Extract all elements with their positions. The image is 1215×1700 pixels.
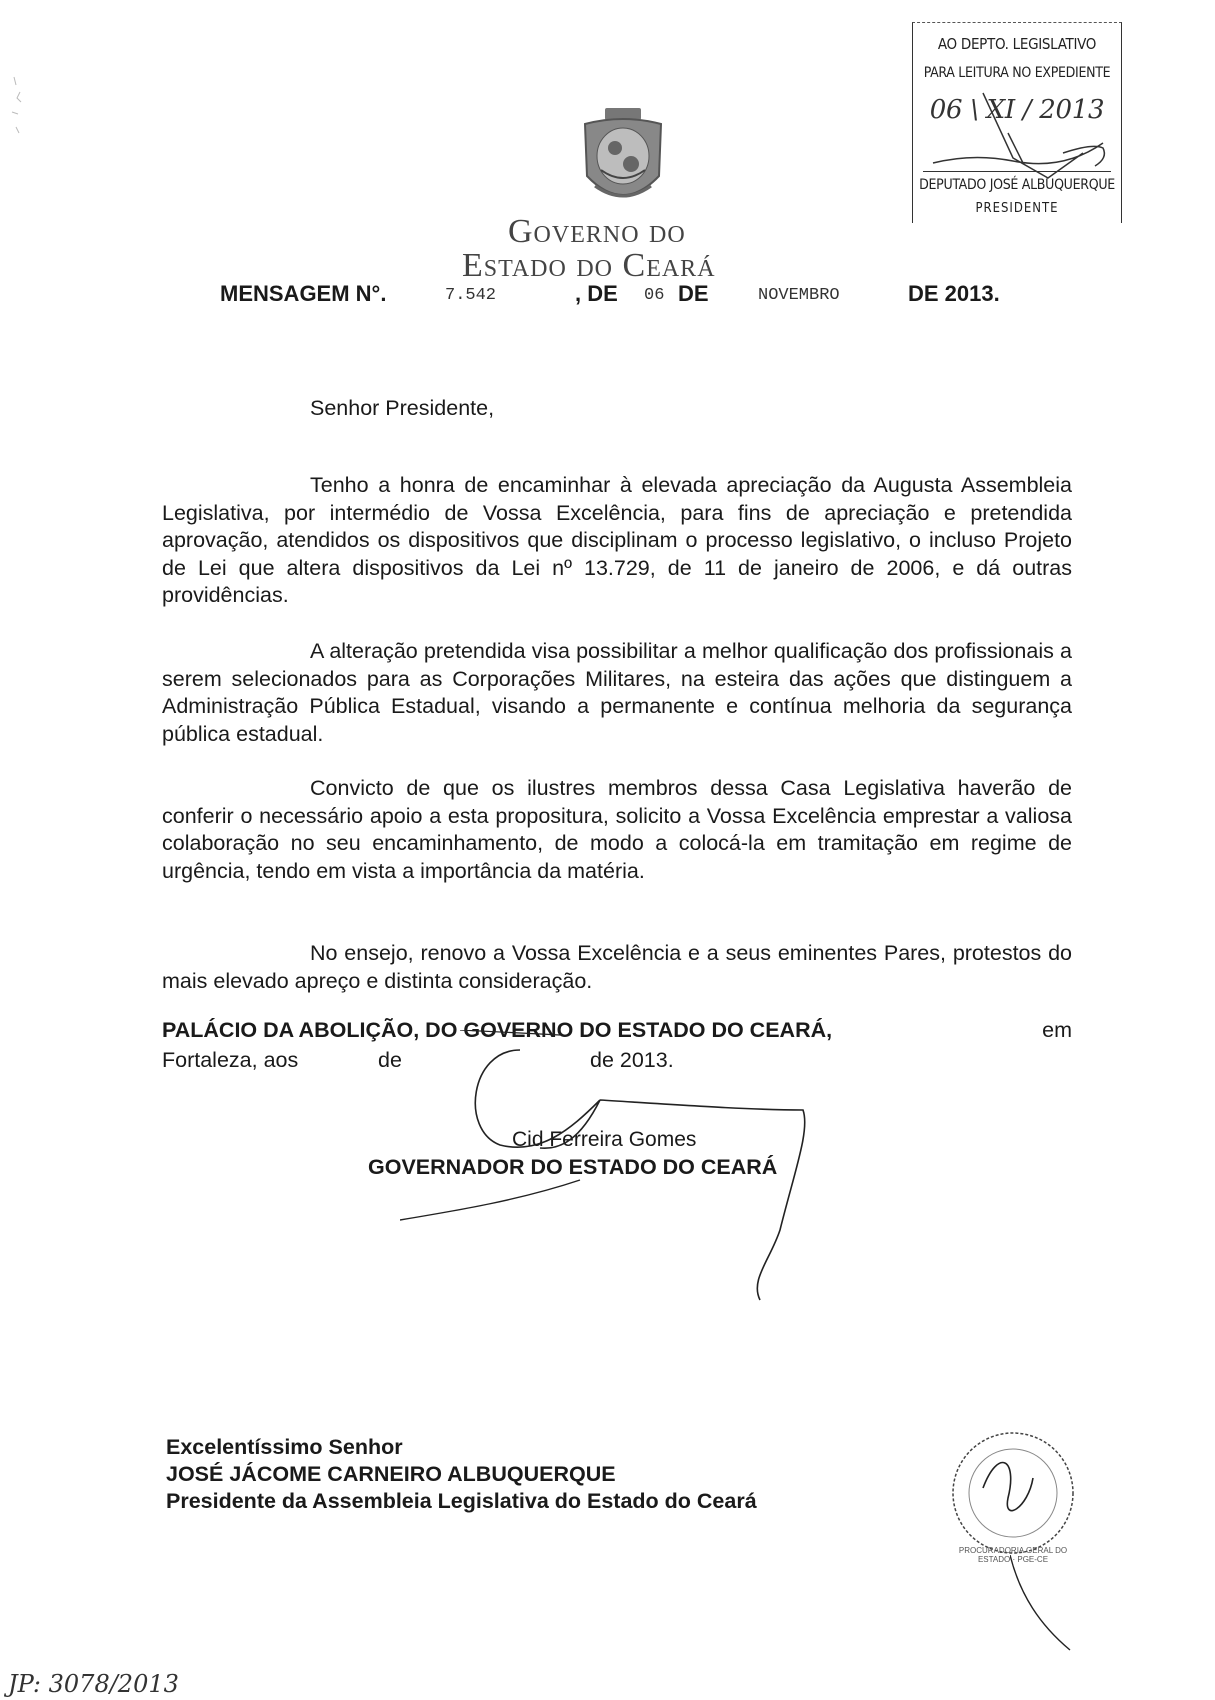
- palace-text: PALÁCIO DA ABOLIÇÃO, DO GOVERNO DO ESTADO DO CEARÁ,: [162, 1018, 833, 1042]
- stamp-rule: [923, 171, 1111, 172]
- message-number: 7.542: [445, 286, 497, 305]
- closing-place: Fortaleza, aos: [162, 1048, 299, 1072]
- stamp-signature-scribble: [913, 83, 1121, 183]
- stamp-line3: DEPUTADO JOSÉ ALBUQUERQUE: [919, 177, 1115, 193]
- closing-de-2: de 2013.: [590, 1048, 674, 1072]
- paragraph-3: Convicto de que os ilustres membros dessa Casa Legislativa haverão de conferir o necessário apoio a esta propositura, solicito a Vossa Excelência emprestar a valiosa colaboração no seu encaminhamento, de modo a colocá-la em tramitação em regime de urgência, tendo em vista a importância da matéria.: [162, 776, 1072, 883]
- message-label: MENSAGEM N°.: [220, 281, 387, 306]
- addressee-block: [166, 1434, 757, 1515]
- de-label-1: , DE: [575, 281, 618, 306]
- stamp-line1: AO DEPTO. LEGISLATIVO: [937, 35, 1097, 53]
- addressee-line2: JOSÉ JÁCOME CARNEIRO ALBUQUERQUE: [166, 1462, 616, 1486]
- closing-em: em: [1042, 1018, 1072, 1042]
- handwritten-signature: [400, 1030, 820, 1310]
- government-title-line2: Estado do Ceará: [462, 247, 716, 284]
- closing-de-1: de: [378, 1048, 402, 1072]
- paragraph-1: Tenho a honra de encaminhar à elevada apreciação da Augusta Assembleia Legislativa, por intermédio de Vossa Excelência, para fins de apreciação e pretendida aprovação, atendidos os dispositivos que disciplinam o processo legislativo, o incluso Projeto de Lei que altera dispositivos da Lei nº 13.729, de 11 de janeiro de 2006, e dá outras providências.: [162, 473, 1072, 607]
- paragraph-2: A alteração pretendida visa possibilitar a melhor qualificação dos profissionais a serem selecionados para as Corporações Militares, na esteira das ações que distinguem a Administração Pública Estadual, visando a permanente e contínua melhoria da segurança pública estadual.: [162, 639, 1072, 746]
- stamp-line2: PARA LEITURA NO EXPEDIENTE: [923, 65, 1111, 81]
- governor-title: GOVERNADOR DO ESTADO DO CEARÁ: [368, 1155, 778, 1179]
- paragraph-4: No ensejo, renovo a Vossa Excelência e a seus eminentes Pares, protestos do mais elevado apreço e distinta consideração.: [162, 941, 1072, 993]
- de-label-2: DE: [678, 281, 709, 306]
- addressee-line1: Excelentíssimo Senhor: [166, 1435, 403, 1459]
- salutation: Senhor Presidente,: [310, 396, 495, 420]
- stamp-line4: PRESIDENTE: [975, 201, 1059, 216]
- message-month: NOVEMBRO: [758, 286, 840, 305]
- message-day: 06: [644, 286, 665, 305]
- ceara-coat-of-arms-icon: [575, 106, 671, 216]
- message-year: DE 2013.: [908, 281, 1000, 306]
- government-title-line1: Governo do: [508, 213, 686, 250]
- addressee-line3: Presidente da Assembleia Legislativa do Estado do Ceará: [166, 1489, 757, 1513]
- governor-name: Cid Ferreira Gomes: [512, 1128, 697, 1151]
- seal-text: PROCURADORIA GERAL DO ESTADO · PGE-CE: [958, 1546, 1068, 1564]
- seal-signature-tail: [1010, 1555, 1090, 1655]
- pge-seal-stamp: [948, 1428, 1078, 1564]
- stamp-date: 06 \ XI / 2013: [929, 95, 1105, 125]
- margin-marks: [6, 72, 36, 152]
- message-header-line: [220, 279, 1020, 313]
- handwritten-protocol-id: JP: 3078/2013: [8, 1670, 179, 1698]
- legislative-stamp: [912, 22, 1122, 223]
